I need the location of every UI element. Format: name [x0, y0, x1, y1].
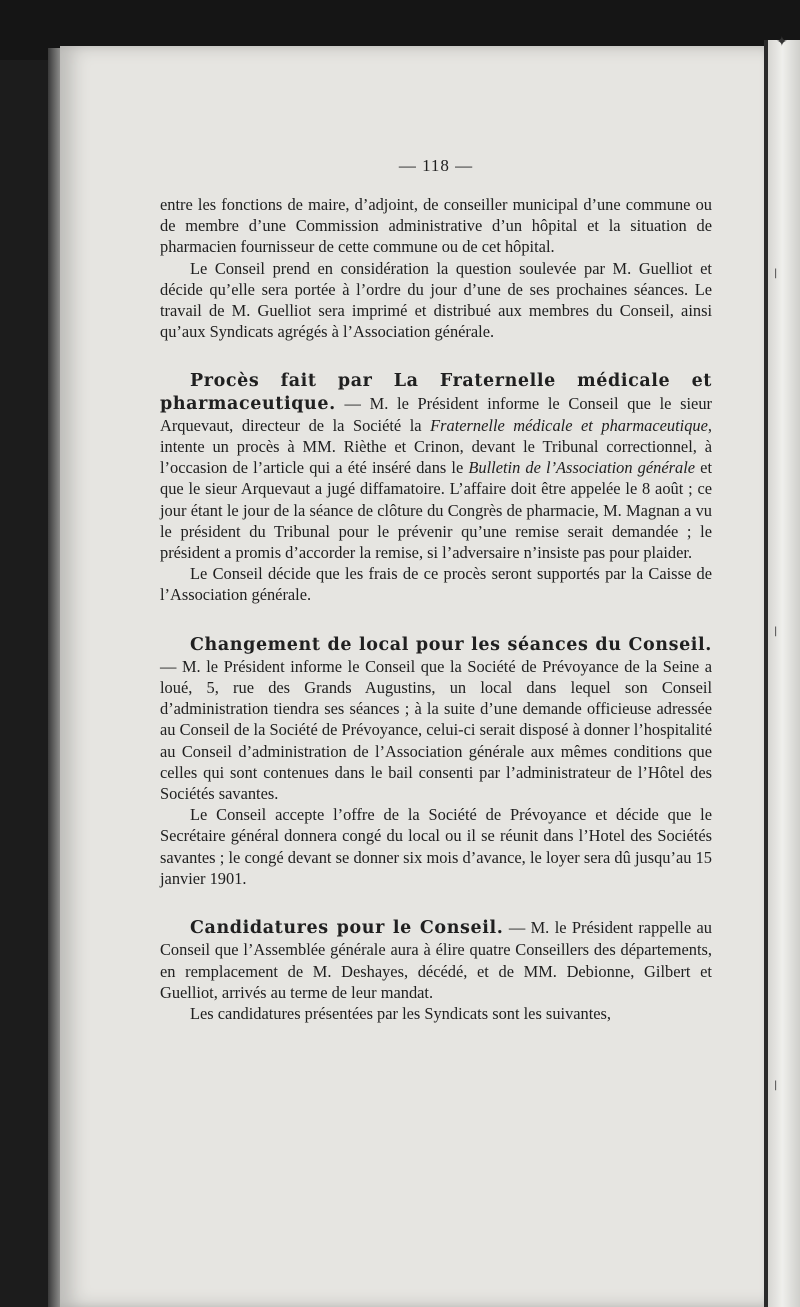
proces-paragraph-2: Le Conseil décide que les frais de ce procès seront supportés par la Caisse de l’Association générale.: [160, 564, 712, 605]
local-paragraph-2: Le Conseil accepte l’offre de la Société de Prévoyance et décide que le Secrétaire général donnera congé du local ou il se réunit dans l’Hotel des Sociétés savantes ; le congé devant se donner six mois d’avance, le loyer sera dû jusqu’au 15 janvier 1901.: [160, 805, 712, 888]
margin-tick-icon: |: [774, 626, 778, 637]
section-heading-candidatures: Candidatures pour le Conseil.: [190, 918, 504, 939]
candidatures-paragraph-1: [160, 917, 712, 1003]
page-number-header: — 118 —: [398, 156, 474, 175]
intro-paragraph-1: entre les fonctions de maire, d’adjoint, de conseiller municipal d’une commune ou de membre d’une Commission administrative d’un hôpital et la situation de pharmacien fournisseur de cette commune ou de cet hôpital.: [160, 195, 712, 257]
proces-text-2: , intente un procès à MM. Rièthe et Crinon, devant le Tribunal correctionnel, à l’occasion de l’article qui a été inséré dans le: [160, 415, 712, 478]
section-heading-proces: Procès fait par La Fraternelle médicale et pharmaceutique.: [160, 371, 712, 414]
candidatures-paragraph-2: Les candidatures présentées par les Syndicats sont les suivantes,: [190, 1003, 612, 1023]
scan-corner-mark-icon: ✦: [776, 34, 788, 50]
intro-paragraph-2: Le Conseil prend en considération la question soulevée par M. Guelliot et décide qu’elle sera portée à l’ordre du jour d’une de ses prochaines séances. Le travail de M. Guelliot sera imprimé et distribué aux membres du Conseil, ainsi qu’aux Syndicats agrégés à l’Association générale.: [160, 258, 712, 342]
proces-bulletin-title: Bulletin de l’Association générale: [468, 458, 696, 478]
next-page-edge: [768, 40, 800, 1307]
proces-paragraph-1: [160, 370, 712, 563]
local-text: — M. le Président informe le Conseil que la Société de Prévoyance de la Seine a loué, 5, rue des Grands Augustins, un local dans lequel son Conseil d’administration tiendra ses séances ; à la suite d’une demande officieuse adressée au Conseil de la Société de Prévoyance, celui-ci serait disposé à donner l’hospitalité au Conseil d’administration de l’Association générale aux mêmes conditions que celles qui sont contenues dans le bail consenti par l’administrateur de l’Hôtel des Sociétés savantes.: [160, 656, 712, 804]
proces-text-3: et que le sieur Arquevaut a jugé diffamatoire. L’affaire doit être appelée le 8 août ; ce jour étant le jour de la séance de clôture du Congrès de pharmacie, M. Magnan a vu le président du Tribunal pour le prévenir qu’une remise serait demandée ; le président a promis d’accorder la remise, si l’adversaire n’insiste pas pour plaider.: [160, 458, 713, 563]
local-paragraph-1: [160, 634, 712, 805]
page-text: [160, 194, 712, 1024]
proces-society-name: Fraternelle médicale et pharmaceutique: [430, 415, 708, 435]
candidatures-text: — M. le Président rappelle au Conseil que l’Assemblée générale aura à élire quatre Conseillers des départements, en remplacement de M. Deshayes, décédé, et de MM. Debionne, Gilbert et Guelliot, arrivés au terme de leur mandat.: [160, 918, 712, 1002]
margin-tick-icon: |: [774, 1080, 778, 1091]
section-heading-local: Changement de local pour les séances du Conseil.: [190, 634, 712, 655]
proces-text-1: — M. le Président informe le Conseil que le sieur Arquevaut, directeur de la Société la: [160, 393, 712, 435]
margin-tick-icon: |: [774, 268, 778, 279]
